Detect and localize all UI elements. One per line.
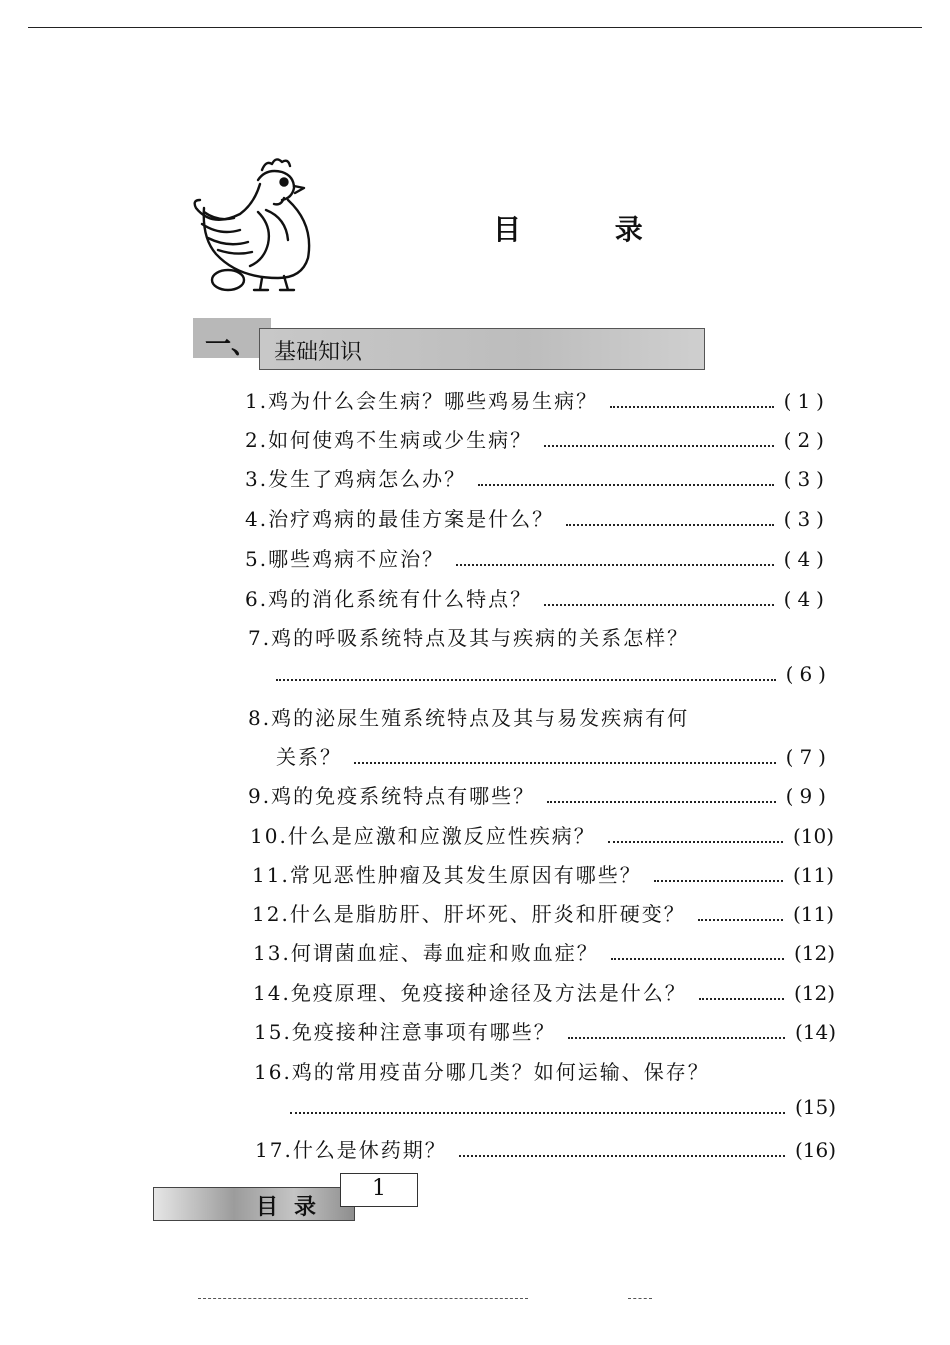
toc-entry-number: 5.: [245, 547, 269, 571]
dot-leader: [290, 1112, 785, 1114]
toc-entry-number: 6.: [245, 587, 269, 611]
toc-entry-number: 3.: [245, 467, 269, 491]
toc-entry-page: (3): [783, 467, 830, 491]
toc-entry-text: 鸡的消化系统有什么特点？: [268, 587, 533, 611]
section-label: 基础知识: [274, 340, 363, 365]
toc-entry-text: 免疫原理、免疫接种途径及方法是什么？: [290, 981, 687, 1005]
toc-entry-text: 如何使鸡不生病或少生病？: [268, 428, 533, 452]
toc-entry-wrapped[interactable]: [248, 622, 689, 651]
toc-entry-page: (12): [793, 981, 835, 1005]
toc-entry[interactable]: [252, 859, 834, 888]
toc-entry[interactable]: [253, 937, 835, 966]
toc-entry-number: 11.: [252, 863, 290, 887]
toc-entry[interactable]: [245, 543, 830, 572]
dot-leader: [654, 880, 783, 882]
toc-entry-page: (11): [792, 863, 834, 887]
dot-leader: [478, 484, 774, 486]
toc-entry-text: 什么是应激和应激反应性疾病？: [287, 824, 596, 848]
toc-entry-number: 7.: [248, 626, 272, 650]
toc-entry[interactable]: [245, 385, 830, 414]
toc-entry-page: (4): [783, 547, 830, 571]
toc-entry-text: 鸡的常用疫苗分哪几类？如何运输、保存？: [291, 1060, 710, 1084]
scan-artifact-line: [198, 1298, 528, 1299]
toc-entry-page: (9): [785, 784, 832, 808]
toc-entry-page: (16): [794, 1138, 836, 1162]
toc-entry[interactable]: [253, 977, 835, 1006]
toc-entry-page: (15): [794, 1095, 836, 1119]
dot-leader: [698, 919, 783, 921]
toc-entry-number: 14.: [253, 981, 291, 1005]
toc-entry-text: 鸡的泌尿生殖系统特点及其与易发疾病有何: [271, 706, 690, 730]
dot-leader: [459, 1155, 785, 1157]
toc-entry-number: 16.: [254, 1060, 292, 1084]
toc-entry-number: 8.: [248, 706, 272, 730]
toc-entry-page: (7): [785, 745, 832, 769]
toc-entry-page: (4): [783, 587, 830, 611]
toc-entry-wrapped[interactable]: [254, 1056, 710, 1085]
section-number: 一、: [205, 330, 258, 360]
toc-entry-page: (11): [792, 902, 834, 926]
dot-leader: [456, 564, 774, 566]
scan-artifact-line: [628, 1298, 652, 1299]
dot-leader: [699, 998, 784, 1000]
toc-entry-text: 什么是休药期？: [292, 1138, 447, 1162]
toc-entry[interactable]: [252, 898, 834, 927]
dot-leader: [566, 524, 774, 526]
dot-leader: [547, 801, 776, 803]
toc-entry-text: 常见恶性肿瘤及其发生原因有哪些？: [289, 863, 642, 887]
toc-entry-text: 哪些鸡病不应治？: [268, 547, 445, 571]
footer-tab: [153, 1187, 355, 1221]
toc-entry[interactable]: [245, 583, 830, 612]
toc-entry-page: (12): [793, 941, 835, 965]
toc-entry-page: (3): [783, 507, 830, 531]
toc-entry-number: 12.: [252, 902, 290, 926]
dot-leader: [610, 406, 774, 408]
toc-entry-number: 13.: [253, 941, 291, 965]
toc-entry-number: 10.: [250, 824, 288, 848]
dot-leader: [354, 762, 776, 764]
dot-leader: [544, 604, 774, 606]
toc-entry-page: (10): [792, 824, 834, 848]
toc-entry-text: 发生了鸡病怎么办？: [268, 467, 467, 491]
toc-entry-continuation[interactable]: [290, 1095, 836, 1120]
page-title: 目 录: [493, 213, 685, 246]
page-number-box: [340, 1173, 418, 1207]
toc-entry-number: 4.: [245, 507, 269, 531]
toc-entry-page: (1): [783, 389, 830, 413]
toc-entry[interactable]: [250, 820, 834, 849]
dot-leader: [608, 841, 783, 843]
toc-entry-text: 治疗鸡病的最佳方案是什么？: [268, 507, 555, 531]
toc-entry-text: 鸡的免疫系统特点有哪些？: [271, 784, 536, 808]
dot-leader: [611, 958, 784, 960]
dot-leader: [568, 1037, 785, 1039]
toc-entry-continuation[interactable]: [276, 662, 832, 687]
toc-entry-text: 什么是脂肪肝、肝坏死、肝炎和肝硬变？: [289, 902, 686, 926]
toc-entry[interactable]: [254, 1016, 836, 1045]
toc-entry-text-continued: 关系？: [276, 745, 342, 769]
toc-entry[interactable]: [245, 424, 830, 453]
toc-entry-page: (2): [783, 428, 830, 452]
toc-entry-number: 2.: [245, 428, 269, 452]
dot-leader: [276, 679, 776, 681]
page-number: 1: [372, 1176, 386, 1201]
toc-entry[interactable]: [248, 780, 832, 809]
toc-entry-continuation[interactable]: [276, 741, 832, 770]
toc-entry-text: 鸡的呼吸系统特点及其与疾病的关系怎样？: [271, 626, 690, 650]
toc-entry-page: (14): [794, 1020, 836, 1044]
toc-entry-text: 鸡为什么会生病？哪些鸡易生病？: [268, 389, 599, 413]
toc-entry[interactable]: [245, 463, 830, 492]
toc-entry-number: 9.: [248, 784, 272, 808]
toc-entry[interactable]: [255, 1134, 836, 1163]
toc-entry-number: 15.: [254, 1020, 292, 1044]
toc-entry-text: 免疫接种注意事项有哪些？: [291, 1020, 556, 1044]
toc-entry-wrapped[interactable]: [248, 702, 689, 731]
toc-entry-number: 17.: [255, 1138, 293, 1162]
toc-entry-number: 1.: [245, 389, 269, 413]
footer-label: 目录: [256, 1195, 333, 1220]
toc-entry[interactable]: [245, 503, 830, 532]
dot-leader: [544, 445, 774, 447]
toc-entry-text: 何谓菌血症、毒血症和败血症？: [290, 941, 599, 965]
toc-entry-page: (6): [785, 662, 832, 686]
